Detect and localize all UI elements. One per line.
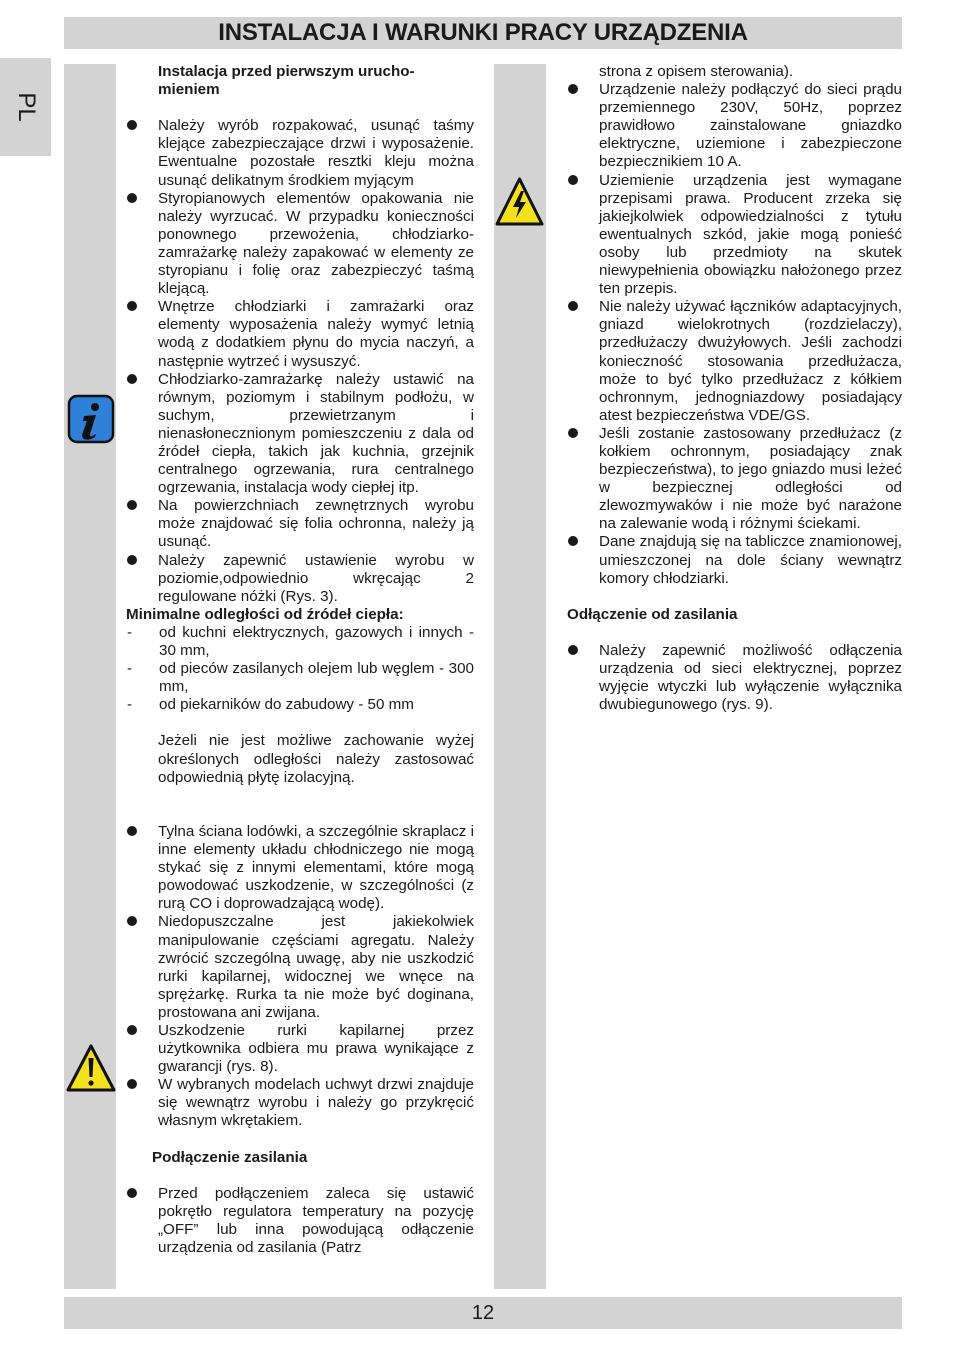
list-item: Nie należy używać łączników adaptacyjnych, gniazd wielokrotnych (rozdzielaczy), przedłużaczy dwużyłowych. Jeśli zachodzi konieczność stosowania przedłużacza, może to być tylko przedłużacz z kółkiem ochronnym, jednogniazdowy posiadający atest bezpieczeństwa VDE/GS.	[567, 298, 902, 425]
section-heading-distances: Minimalne odległości od źródeł ciepła:	[126, 605, 404, 623]
list-item: Należy wyrób rozpakować, usunąć taśmy klejące zabezpieczające drzwi i wyposażenie. Ewentualne pozostałe resztki kleju można usunąć delikatnym środkiem myjącym	[126, 117, 474, 189]
dash-item: - od pieców zasilanych olejem lub węglem - 300 mm,	[127, 660, 474, 696]
bullet-dot	[568, 84, 578, 94]
bullet-dot	[127, 500, 137, 510]
left-icon-strip	[64, 64, 116, 1289]
right-icon-strip	[494, 64, 546, 1289]
section-heading-installation: Instalacja przed pierwszym urucho- mieniem	[158, 63, 415, 99]
bullet-dot	[568, 536, 578, 546]
insulation-note: Jeżeli nie jest możliwe zachowanie wyżej określonych odległości należy zastosować odpowiednią płytę izolacyjną.	[158, 732, 474, 786]
list-item: Tylna ściana lodówki, a szczególnie skraplacz i inne elementy układu chłodniczego nie mogą stykać się z innymi elementami, które mogą powodować uszkodzenie, w szczególności (z rurą CO i doprowadzającą wodę).	[126, 823, 474, 913]
info-icon	[67, 394, 115, 444]
list-item: Niedopuszczalne jest jakiekolwiek manipulowanie częściami agregatu. Należy zwrócić szczególną uwagę, aby nie uszkodzić rurki kapilarnej, widocznej we wnęce na sprężarkę. Rurka ta nie może być doginana, prostowana ani zwijana.	[126, 913, 474, 1022]
bullet-dot	[127, 1025, 137, 1035]
bullet-dot	[568, 175, 578, 185]
footer-bar	[64, 1297, 902, 1329]
electric-hazard-icon	[494, 175, 545, 228]
bullet-dot	[127, 120, 137, 130]
list-item: Na powierzchniach zewnętrznych wyrobu może znajdować się folia ochronna, należy ją usunąć.	[126, 497, 474, 551]
continuation-text: strona z opisem sterowania).	[599, 63, 794, 80]
language-label: PL	[12, 92, 40, 122]
header-bar	[64, 17, 902, 49]
bullet-dot	[568, 645, 578, 655]
bullet-dot	[568, 301, 578, 311]
list-item: Urządzenie należy podłączyć do sieci prądu przemiennego 230V, 50Hz, poprzez prawidłowo zainstalowane gniazdko elektryczne, uziemione i zabezpieczone bezpiecznikiem 10 A.	[567, 81, 902, 171]
section-heading-disconnection: Odłączenie od zasilania	[567, 605, 738, 623]
bullet-dot	[127, 374, 137, 384]
list-item: Uszkodzenie rurki kapilarnej przez użytkownika odbiera mu prawa wynikające z gwarancji (rys. 8).	[126, 1022, 474, 1076]
list-item: Wnętrze chłodziarki i zamrażarki oraz elementy wyposażenia należy wymyć letnią wodą z dodatkiem płynu do mycia naczyń, a następnie wytrzeć i wysuszyć.	[126, 298, 474, 370]
list-item: Należy zapewnić możliwość odłączenia urządzenia od sieci elektrycznej, poprzez wyjęcie wtyczki lub wyłączenie wyłącznika dwubiegunowego (rys. 9).	[567, 642, 902, 714]
list-item: Przed podłączeniem zaleca się ustawić pokrętło regulatora temperatury na pozycję „OFF” lub inna powodującą odłączenie urządzenia od zasilania (Patrz	[126, 1185, 474, 1257]
bullet-dot	[568, 428, 578, 438]
list-item: Dane znajdują się na tabliczce znamionowej, umieszczonej na dole ściany wewnątrz komory chłodziarki.	[567, 533, 902, 587]
bullet-dot	[127, 916, 137, 926]
page-title: INSTALACJA I WARUNKI PRACY URZĄDZENIA	[218, 19, 748, 46]
list-item: Należy zapewnić ustawienie wyrobu w poziomie,odpowiednio wkręcając 2 regulowane nóżki (Rys. 3).	[126, 552, 474, 606]
warning-icon	[65, 1043, 117, 1093]
left-column	[126, 63, 474, 1257]
list-item: W wybranych modelach uchwyt drzwi znajduje się wewnątrz wyrobu i należy go przykręcić własnym wkrętakiem.	[126, 1076, 474, 1130]
list-item: Uziemienie urządzenia jest wymagane przepisami prawa. Producent zrzeka się jakiejkolwiek odpowiedzialności z tytułu ewentualnych szkód, jakie mogą ponieść osoby lub przedmioty na skutek niewypełnienia obowiązku nałożonego przez ten przepis.	[567, 172, 902, 299]
list-item: Jeśli zostanie zastosowany przedłużacz (z kołkiem ochronnym, posiadający znak bezpieczeństwa), to jego gniazdo musi leżeć w bezpiecznej odległości od zlewozmywaków i nie może być narażone na zalewanie wodą i różnymi ściekami.	[567, 425, 902, 534]
bullet-dot	[127, 1188, 137, 1198]
bullet-dot	[127, 555, 137, 565]
dash-item: - od piekarników do zabudowy - 50 mm	[127, 696, 414, 714]
section-heading-power-connection: Podłączenie zasilania	[152, 1148, 308, 1166]
list-item: Chłodziarko-zamrażarkę należy ustawić na równym, poziomym i stabilnym podłożu, w suchym, przewietrzanym i nienasłonecznionym pomieszczeniu z dala od źródeł ciepła, takich jak kuchnia, grzejnik centralnego ogrzewania, rura centralnego ogrzewania, instalacja wody ciepłej itp.	[126, 371, 474, 498]
bullet-dot	[127, 301, 137, 311]
language-tab	[0, 58, 51, 156]
page-number: 12	[471, 1301, 495, 1324]
list-item: Styropianowych elementów opakowania nie należy wyrzucać. W przypadku konieczności ponownego przewożenia, chłodziarko-zamrażarkę należy zapakować w elementy ze styropianu i folię oraz zabezpieczyć taśmą klejącą.	[126, 190, 474, 299]
bullet-dot	[127, 826, 137, 836]
bullet-dot	[127, 1079, 137, 1089]
bullet-dot	[127, 193, 137, 203]
dash-item: - od kuchni elektrycznych, gazowych i innych - 30 mm,	[127, 623, 474, 659]
right-column	[567, 63, 902, 714]
